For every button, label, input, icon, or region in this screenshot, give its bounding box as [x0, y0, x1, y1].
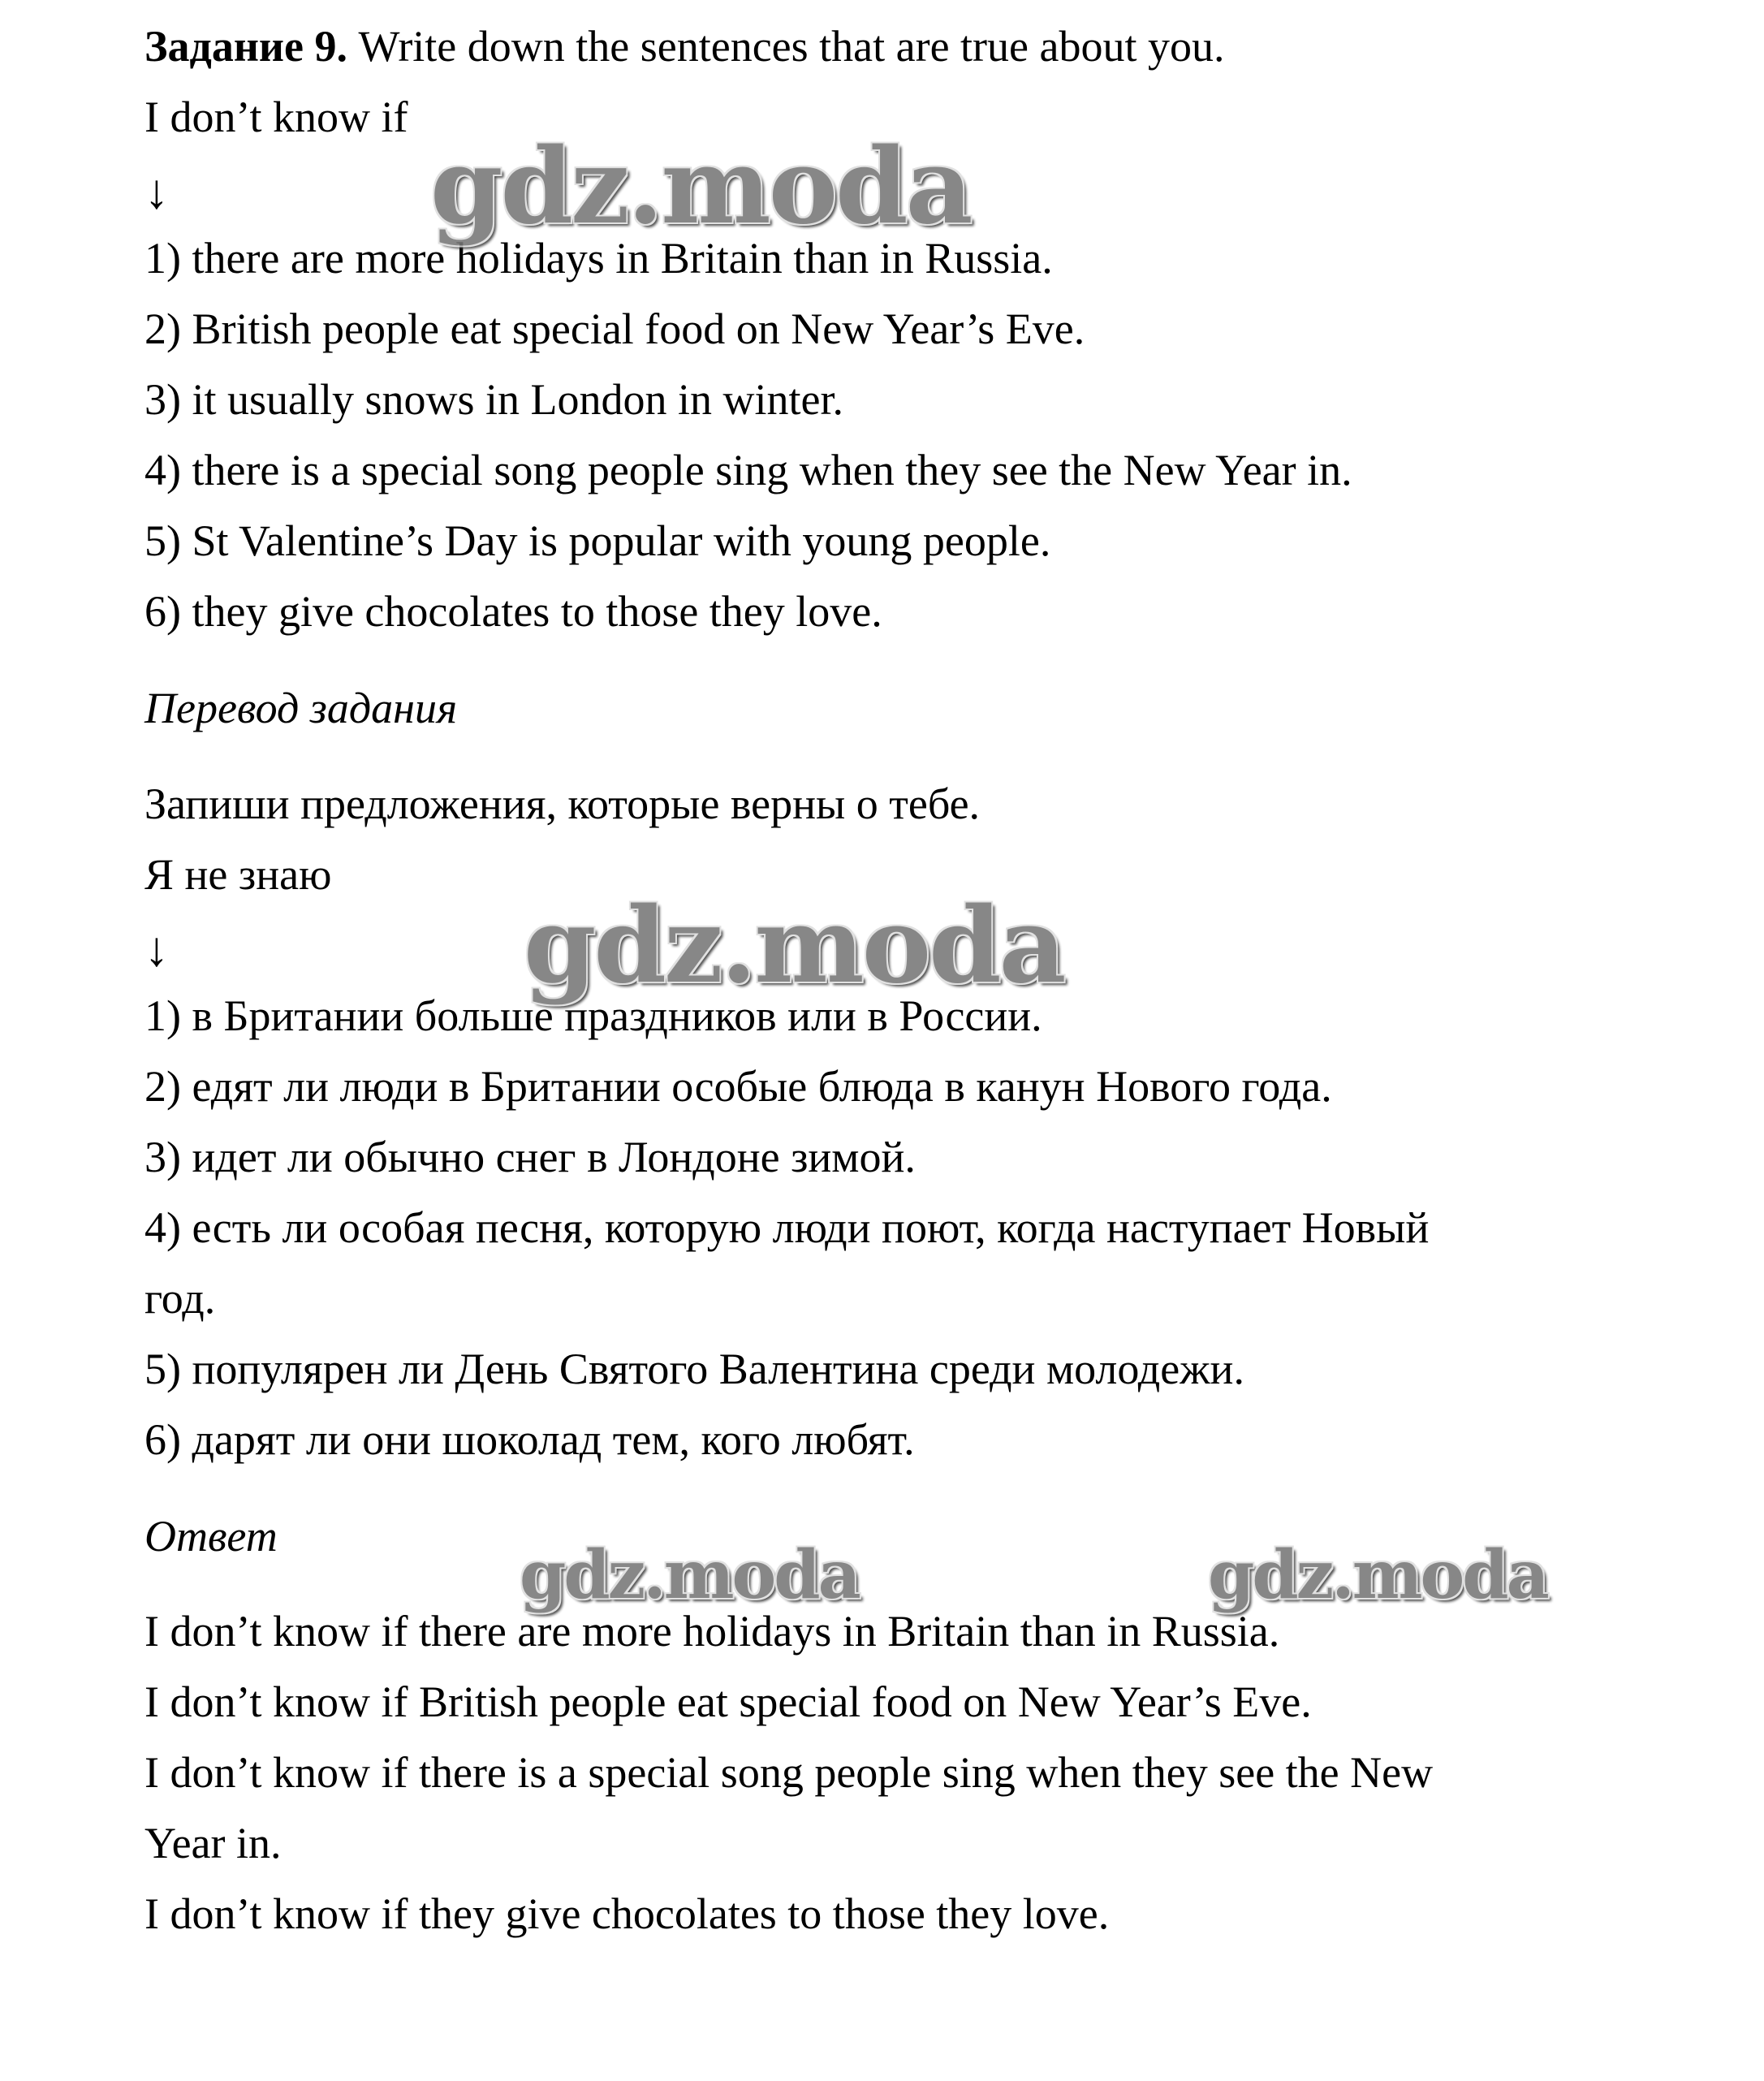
translation-heading: Перевод задания [144, 684, 458, 732]
translation-item-4: 4) есть ли особая песня, которую люди поют, когда наступает Новый [144, 1203, 1430, 1252]
answer-line-3-cont: Year in. [144, 1819, 282, 1867]
translation-item-3: 3) идет ли обычно снег в Лондоне зимой. [144, 1133, 916, 1181]
task-item-3: 3) it usually snows in London in winter. [144, 375, 843, 424]
translation-item-2: 2) едят ли люди в Британии особые блюда в канун Нового года. [144, 1062, 1332, 1111]
task-item-4: 4) there is a special song people sing when they see the New Year in. [144, 446, 1352, 494]
answer-heading: Ответ [144, 1512, 278, 1561]
translation-item-1: 1) в Британии больше праздников или в России. [144, 991, 1042, 1040]
task-item-5: 5) St Valentine’s Day is popular with young people. [144, 516, 1051, 565]
watermark-logo: gdz.moda [524, 885, 1064, 1007]
task-stem: I don’t know if [144, 93, 408, 141]
task-item-2: 2) British people eat special food on New Year’s Eve. [144, 304, 1085, 353]
down-arrow-icon: ↓ [144, 165, 169, 218]
answer-line-1: I don’t know if there are more holidays in Britain than in Russia. [144, 1607, 1280, 1656]
translation-instruction: Запиши предложения, которые верны о тебе. [144, 779, 981, 828]
task-title [144, 20, 1224, 72]
translation-item-4-cont: год. [144, 1274, 216, 1323]
answer-line-3: I don’t know if there is a special song people sing when they see the New [144, 1748, 1434, 1797]
answer-line-2: I don’t know if British people eat special food on New Year’s Eve. [144, 1677, 1312, 1726]
task-label: Задание 9. [144, 22, 348, 71]
watermark-logo: gdz.moda [520, 1536, 859, 1614]
watermark-logo: gdz.moda [1208, 1536, 1547, 1614]
translation-item-6: 6) дарят ли они шоколад тем, кого любят. [144, 1415, 915, 1464]
translation-item-5: 5) популярен ли День Святого Валентина среди молодежи. [144, 1345, 1244, 1393]
task-instruction: Write down the sentences that are true about you. [358, 22, 1225, 71]
watermark-logo: gdz.moda [430, 126, 971, 248]
answer-line-4: I don’t know if they give chocolates to those they love. [144, 1889, 1110, 1938]
task-item-1: 1) there are more holidays in Britain than in Russia. [144, 234, 1053, 283]
translation-stem: Я не знаю [144, 850, 332, 899]
task-item-6: 6) they give chocolates to those they love. [144, 587, 882, 636]
down-arrow-icon: ↓ [144, 922, 169, 976]
